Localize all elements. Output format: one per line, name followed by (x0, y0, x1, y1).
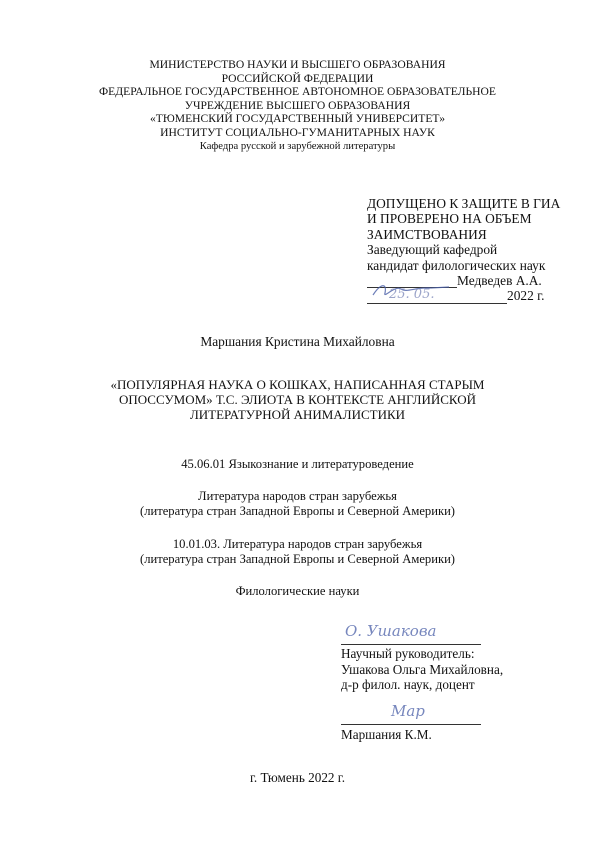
approval-line-2: И ПРОВЕРЕНО НА ОБЪЕМ (367, 211, 532, 227)
specialty-text: 45.06.01 Языкознание и литературоведение (181, 457, 414, 471)
supervisor-label: Научный руководитель: (341, 646, 475, 661)
student-name: Маршания Кристина Михайловна (200, 334, 395, 349)
science-field-text: Филологические науки (235, 584, 360, 598)
profile-block (0, 489, 595, 520)
approval-line-3: ЗАИМСТВОВАНИЯ (367, 226, 487, 242)
handwritten-date: 25. 05. (389, 286, 435, 302)
date-underline (367, 286, 507, 304)
head-name: Медведев А.А. (457, 273, 542, 289)
approval-line-1: ДОПУЩЕНО К ЗАЩИТЕ В ГИА (367, 196, 561, 211)
institution-header (0, 58, 595, 153)
author-name: Маршания К.М. (341, 727, 432, 742)
scientific-specialty-line-1: 10.01.03. Литература народов стран зарубежья (172, 537, 423, 551)
city-year: г. Тюмень 2022 г. (249, 770, 346, 785)
scientific-specialty-line-2: (литература стран Западной Европы и Северной Америки) (140, 552, 455, 567)
institution-type-line: ФЕДЕРАЛЬНОЕ ГОСУДАРСТВЕННОЕ АВТОНОМНОЕ ОБРАЗОВАТЕЛЬНОЕ (99, 85, 496, 99)
supervisor-signature: О. Ушакова (345, 622, 437, 640)
specialty (0, 457, 595, 472)
head-degree: кандидат филологических наук (367, 257, 546, 273)
supervisor-signature-line (341, 622, 481, 645)
approval-date-line (367, 288, 577, 303)
ministry-line: МИНИСТЕРСТВО НАУКИ И ВЫСШЕГО ОБРАЗОВАНИЯ (149, 58, 446, 71)
supervisor-name: Ушакова Ольга Михайловна, (341, 661, 504, 677)
profile-line-1: Литература народов стран зарубежья (198, 489, 397, 503)
institute-name: ИНСТИТУТ СОЦИАЛЬНО-ГУМАНИТАРНЫХ НАУК (160, 125, 435, 139)
thesis-title (0, 377, 595, 422)
author-signature-line (341, 702, 481, 725)
approval-block (367, 196, 577, 304)
author-block (341, 727, 432, 743)
thesis-title-line-2: ОПОССУМОМ» Т.С. ЭЛИОТА В КОНТЕКСТЕ АНГЛИЙСКОЙ (118, 392, 477, 407)
head-position: Заведующий кафедрой (367, 242, 498, 258)
institution-type-line-2: УЧРЕЖДЕНИЕ ВЫСШЕГО ОБРАЗОВАНИЯ (184, 98, 411, 112)
university-name: «ТЮМЕНСКИЙ ГОСУДАРСТВЕННЫЙ УНИВЕРСИТЕТ» (149, 112, 446, 126)
department-name: Кафедра русской и зарубежной литературы (199, 140, 396, 152)
profile-line-2: (литература стран Западной Европы и Северной Америки) (140, 504, 455, 519)
scientific-specialty-block (0, 537, 595, 568)
supervisor-degree: д-р филол. наук, доцент (341, 677, 475, 693)
thesis-title-line-3: ЛИТЕРАТУРНОЙ АНИМАЛИСТИКИ (189, 407, 406, 422)
approval-year: 2022 г. (507, 288, 545, 304)
country-line: РОССИЙСКОЙ ФЕДЕРАЦИИ (221, 71, 374, 85)
thesis-title-line-1: «ПОПУЛЯРНАЯ НАУКА О КОШКАХ, НАПИСАННАЯ СТАРЫМ (110, 377, 485, 392)
author-signature: Мар (391, 702, 425, 720)
science-field (0, 584, 595, 599)
supervisor-block (341, 646, 503, 693)
